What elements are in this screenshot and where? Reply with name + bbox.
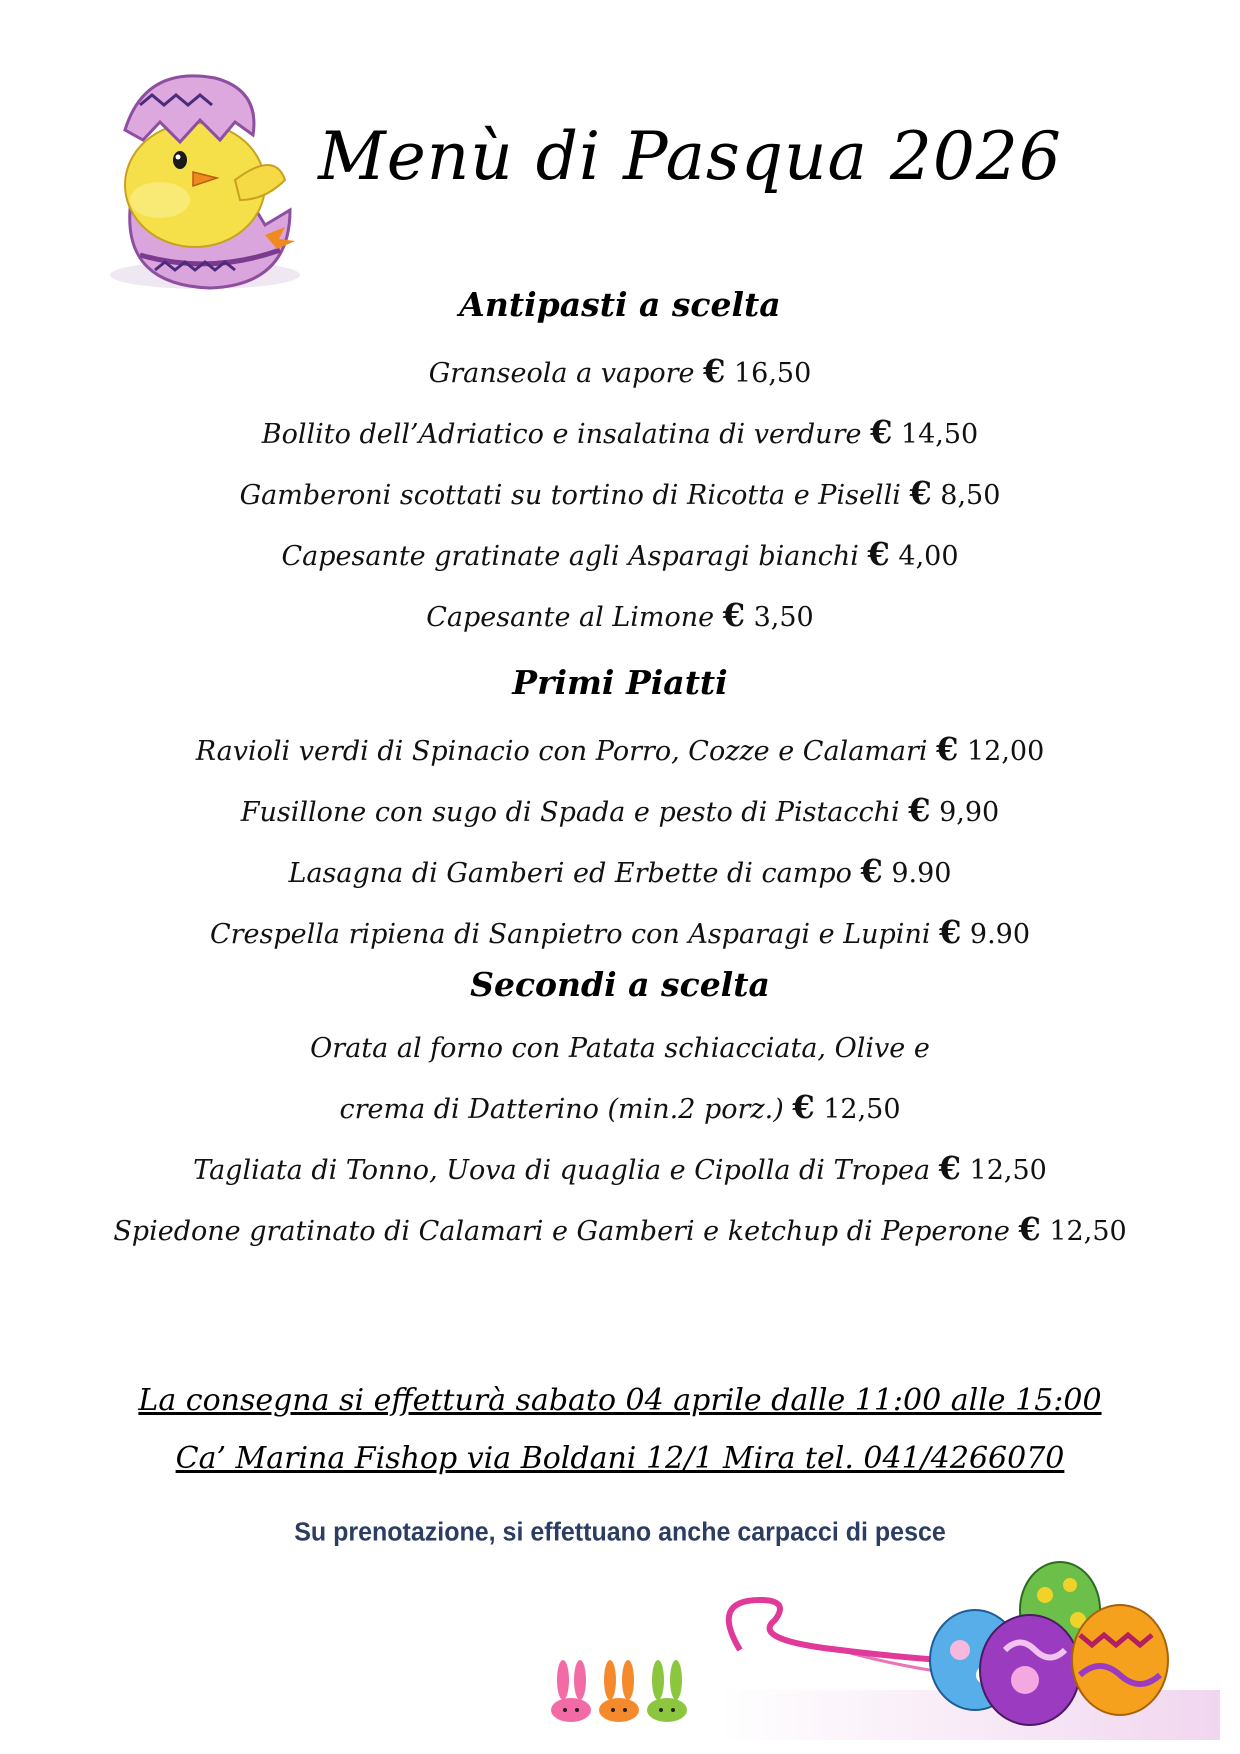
menu-item: Gamberoni scottati su tortino di Ricotta e Piselli € 8,50 [239, 474, 1001, 512]
euro-symbol: € [860, 852, 883, 890]
euro-symbol: € [939, 913, 962, 951]
easter-eggs-icon [720, 1540, 1220, 1740]
menu-item: Lasagna di Gamberi ed Erbette di campo € 9.90 [288, 852, 952, 890]
delivery-info [0, 1372, 1240, 1488]
page-title: Menù di Pasqua 2026 [318, 118, 1062, 195]
menu-item: Capesante gratinate agli Asparagi bianchi € 4,00 [281, 535, 959, 573]
menu-item: Ravioli verdi di Spinacio con Porro, Cozze e Calamari € 12,00 [195, 730, 1045, 768]
bunny-ears-icon [548, 1655, 698, 1725]
shop-address: Ca’ Marina Fishop via Boldani 12/1 Mira tel. 041/4266070 [175, 1441, 1065, 1476]
menu-item: Tagliata di Tonno, Uova di quaglia e Cipolla di Tropea € 12,50 [193, 1149, 1047, 1187]
section-title-secondi: Secondi a scelta [470, 965, 770, 1004]
euro-symbol: € [870, 413, 893, 451]
section-antipasti [0, 285, 1240, 647]
reservation-note: Su prenotazione, si effettuano anche carpacci di pesce [294, 1517, 946, 1547]
euro-symbol: € [722, 596, 746, 634]
section-title-primi: Primi Piatti [512, 663, 728, 702]
item-price: 16,50 [733, 358, 812, 389]
euro-symbol: € [936, 730, 959, 768]
menu-item: Capesante al Limone € 3,50 [426, 596, 814, 634]
menu-item-line: Orata al forno con Patata schiacciata, Olive e [310, 1033, 930, 1064]
menu-item: Spiedone gratinato di Calamari e Gamberi e ketchup di Peperone € 12,50 [113, 1210, 1127, 1248]
item-price: 9,90 [939, 797, 1000, 828]
menu-item: Crespella ripiena di Sanpietro con Asparagi e Lupini € 9.90 [209, 913, 1031, 951]
euro-symbol: € [703, 352, 726, 390]
menu-item: crema di Datterino (min.2 porz.) € 12,50 [339, 1088, 901, 1126]
euro-symbol: € [938, 1149, 961, 1187]
item-price: 9.90 [891, 858, 952, 889]
euro-symbol: € [1018, 1210, 1041, 1248]
menu-item: Bollito dell’Adriatico e insalatina di verdure € 14,50 [261, 413, 979, 451]
section-primi [0, 663, 1240, 964]
item-price: 14,50 [900, 419, 979, 450]
menu-item: Fusillone con sugo di Spada e pesto di Pistacchi € 9,90 [240, 791, 1000, 829]
euro-symbol: € [792, 1088, 815, 1126]
item-price: 9.90 [969, 919, 1031, 950]
euro-symbol: € [867, 535, 890, 573]
section-title-antipasti: Antipasti a scelta [459, 285, 781, 324]
item-price: 12,50 [823, 1094, 901, 1125]
item-price: 3,50 [753, 602, 814, 633]
delivery-date: La consegna si effetturà sabato 04 aprile dalle 11:00 alle 15:00 [138, 1383, 1102, 1418]
item-price: 12,50 [1049, 1216, 1127, 1247]
euro-symbol: € [909, 474, 932, 512]
menu-item: Granseola a vapore € 16,50 [428, 352, 812, 390]
euro-symbol: € [908, 791, 931, 829]
item-price: 8,50 [940, 480, 1001, 511]
item-price: 12,00 [966, 736, 1045, 767]
section-secondi [0, 965, 1240, 1261]
item-price: 4,00 [898, 541, 959, 572]
item-price: 12,50 [969, 1155, 1047, 1186]
